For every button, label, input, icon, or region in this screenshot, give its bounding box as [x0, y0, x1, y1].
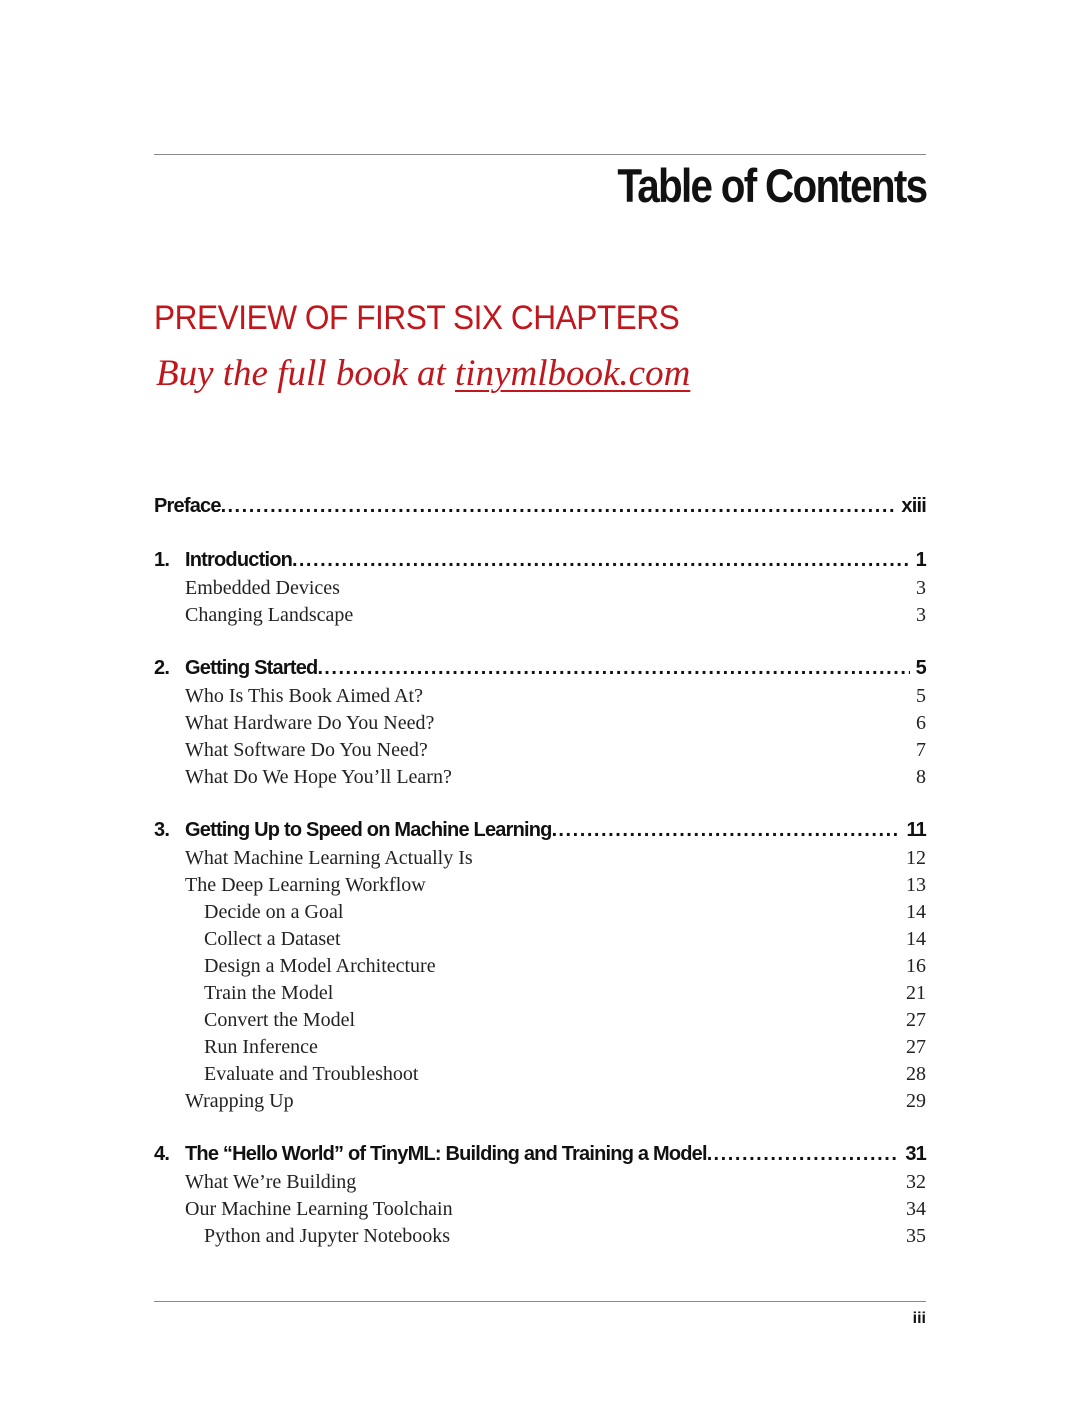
section-entry[interactable]: [154, 1169, 926, 1196]
section-page: 27: [906, 1036, 926, 1058]
chapter-page: 5: [915, 657, 926, 679]
top-rule: [154, 154, 926, 155]
section-page: 28: [906, 1063, 926, 1085]
section-label: Our Machine Learning Toolchain: [185, 1198, 453, 1220]
chapter-entry[interactable]: [154, 654, 926, 683]
chapter-group: [154, 546, 926, 629]
page-title: Table of Contents: [616, 159, 926, 212]
section-page: 12: [906, 847, 926, 869]
preface-page: xiii: [901, 495, 926, 517]
preview-heading: PREVIEW OF FIRST SIX CHAPTERS: [154, 299, 680, 337]
section-entry[interactable]: [154, 845, 926, 872]
section-page: 32: [906, 1171, 926, 1193]
preface-entry[interactable]: [154, 492, 926, 521]
section-entry[interactable]: [154, 683, 926, 710]
section-page: 35: [906, 1225, 926, 1247]
chapter-entry[interactable]: [154, 1140, 926, 1169]
buy-line: [156, 352, 690, 396]
subsection-entry[interactable]: [154, 980, 926, 1007]
chapter-number: 2.: [154, 657, 170, 679]
section-page: 14: [906, 928, 926, 950]
section-page: 6: [916, 712, 926, 734]
subsection-entry[interactable]: [154, 899, 926, 926]
bottom-rule: [154, 1301, 926, 1302]
section-page: 27: [906, 1009, 926, 1031]
buy-prefix: Buy the full book at: [156, 353, 456, 394]
section-page: 13: [906, 874, 926, 896]
section-entry[interactable]: [154, 575, 926, 602]
chapter-page: 31: [905, 1143, 926, 1165]
section-page: 34: [906, 1198, 926, 1220]
section-entry[interactable]: [154, 602, 926, 629]
section-label: Train the Model: [204, 982, 334, 1004]
chapter-entry[interactable]: [154, 546, 926, 575]
chapter-page: 1: [915, 549, 926, 571]
chapter-title: Introduction.: [185, 549, 297, 571]
chapter-group: [154, 1140, 926, 1250]
dot-leader: [558, 816, 900, 845]
section-label: Who Is This Book Aimed At?: [185, 685, 423, 707]
section-label: Changing Landscape: [185, 604, 354, 626]
section-label: Convert the Model: [204, 1009, 356, 1031]
section-entry[interactable]: [154, 1196, 926, 1223]
section-label: What Machine Learning Actually Is: [185, 847, 473, 869]
section-label: Decide on a Goal: [204, 901, 344, 923]
section-page: 3: [916, 604, 926, 626]
section-label: Design a Model Architecture: [204, 955, 436, 977]
section-label: The Deep Learning Workflow: [185, 874, 426, 896]
section-page: 21: [906, 982, 926, 1004]
section-entry[interactable]: [154, 1088, 926, 1115]
section-label: What Hardware Do You Need?: [185, 712, 435, 734]
section-label: What Do We Hope You’ll Learn?: [185, 766, 452, 788]
dot-leader: [299, 546, 910, 575]
subsection-entry[interactable]: [154, 1223, 926, 1250]
preface-group: [154, 492, 926, 521]
chapter-number: 1.: [154, 549, 170, 571]
chapter-title: Getting Up to Speed on Machine Learning.: [185, 819, 557, 841]
chapter-group: [154, 816, 926, 1115]
section-page: 16: [906, 955, 926, 977]
chapter-title: Getting Started.: [185, 657, 323, 679]
section-label: What Software Do You Need?: [185, 739, 428, 761]
table-of-contents: [154, 492, 926, 1275]
page-number: iii: [912, 1310, 926, 1327]
section-page: 7: [916, 739, 926, 761]
dot-leader: [714, 1140, 900, 1169]
section-page: 5: [916, 685, 926, 707]
preface-label: Preface.: [154, 495, 226, 517]
subsection-entry[interactable]: [154, 1034, 926, 1061]
chapter-group: [154, 654, 926, 791]
section-entry[interactable]: [154, 764, 926, 791]
section-label: Python and Jupyter Notebooks: [204, 1225, 451, 1247]
section-label: Embedded Devices: [185, 577, 340, 599]
section-page: 8: [916, 766, 926, 788]
subsection-entry[interactable]: [154, 1061, 926, 1088]
section-label: Run Inference: [204, 1036, 318, 1058]
section-label: Wrapping Up: [185, 1090, 294, 1112]
tinymlbook-link[interactable]: tinymlbook.com: [455, 353, 691, 394]
chapter-page: 11: [906, 819, 926, 841]
dot-leader: [324, 654, 909, 683]
section-entry[interactable]: [154, 737, 926, 764]
section-page: 29: [906, 1090, 926, 1112]
subsection-entry[interactable]: [154, 953, 926, 980]
chapter-title: The “Hello World” of TinyML: Building and Training a Model.: [185, 1143, 712, 1165]
chapter-number: 3.: [154, 819, 170, 841]
subsection-entry[interactable]: [154, 926, 926, 953]
dot-leader: [227, 492, 895, 521]
chapter-number: 4.: [154, 1143, 170, 1165]
section-label: Evaluate and Troubleshoot: [204, 1063, 419, 1085]
section-label: Collect a Dataset: [204, 928, 341, 950]
section-entry[interactable]: [154, 710, 926, 737]
chapter-list: [154, 546, 926, 1250]
chapter-entry[interactable]: [154, 816, 926, 845]
section-label: What We’re Building: [185, 1171, 357, 1193]
section-page: 3: [916, 577, 926, 599]
subsection-entry[interactable]: [154, 1007, 926, 1034]
section-page: 14: [906, 901, 926, 923]
section-entry[interactable]: [154, 872, 926, 899]
